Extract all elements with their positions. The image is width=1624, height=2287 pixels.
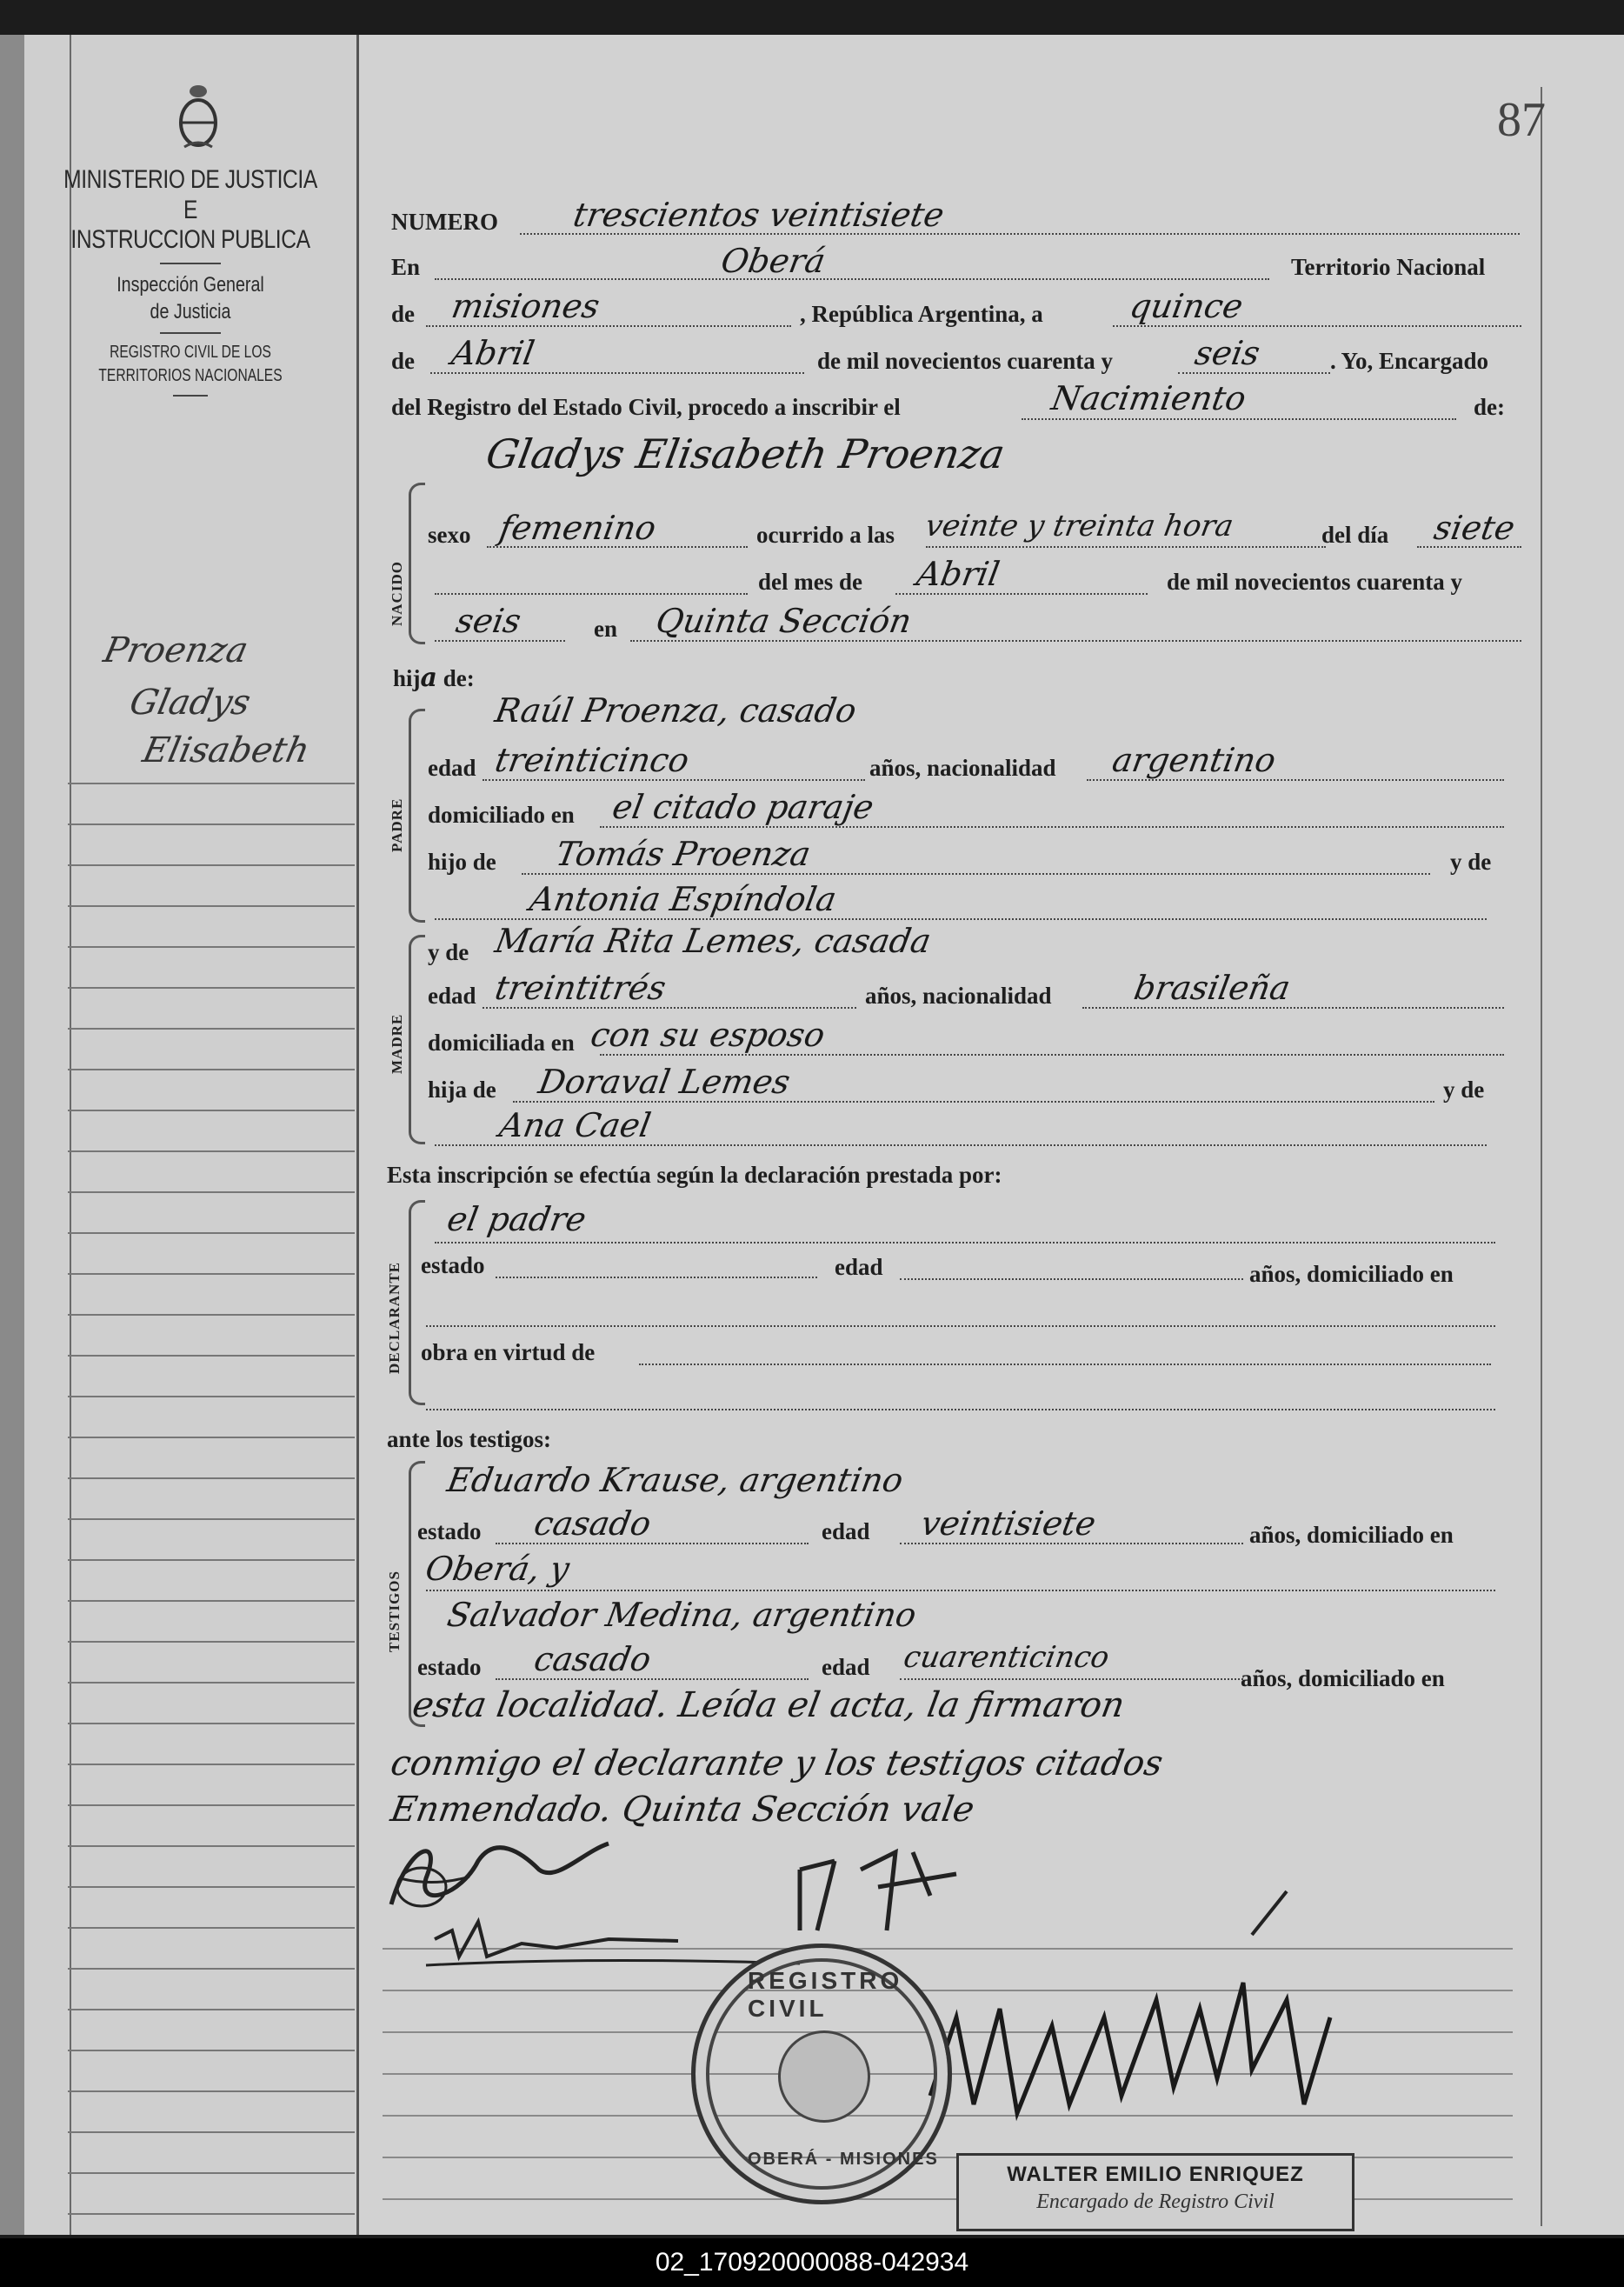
padre-dom-fill xyxy=(600,826,1504,828)
dia-nac-value: siete xyxy=(1431,509,1518,547)
t2-estado: casado xyxy=(531,1640,655,1678)
padre-section-label: PADRE xyxy=(389,797,405,852)
madre-dom-label: domiciliada en xyxy=(428,1030,575,1056)
madre-edad-label: edad xyxy=(428,983,476,1009)
en-value: Oberá xyxy=(718,242,829,280)
padre-dom-label: domiciliado en xyxy=(428,802,575,828)
margin-rule-line xyxy=(68,1232,355,1234)
territorio-label: Territorio Nacional xyxy=(1291,254,1486,280)
margin-rule-line xyxy=(68,2090,355,2092)
declarante-dom-fill xyxy=(426,1325,1495,1327)
margin-rule-line xyxy=(68,1477,355,1479)
madre-madre: Ana Cael xyxy=(496,1106,654,1144)
t1-dom-fill xyxy=(426,1590,1495,1591)
testigo2-nombre: Salvador Medina, argentino xyxy=(444,1596,920,1634)
t1-dom: Oberá, y xyxy=(423,1550,573,1588)
margin-rule-line xyxy=(68,1518,355,1520)
declarante-estado-fill xyxy=(496,1277,817,1278)
officer-name: WALTER EMILIO ENRIQUEZ xyxy=(1007,2163,1304,2186)
madre-nac: brasileña xyxy=(1131,969,1294,1007)
margin-rule-line xyxy=(68,1396,355,1397)
margin-rule-line xyxy=(68,864,355,866)
testigo1-nombre: Eduardo Krause, argentino xyxy=(444,1461,907,1499)
obra-label: obra en virtud de xyxy=(421,1339,596,1365)
anio-value: seis xyxy=(1192,334,1263,372)
margin-rule-line xyxy=(68,1355,355,1357)
signature-mark xyxy=(1243,1887,1295,1939)
margin-rule-line xyxy=(68,1764,355,1765)
book-spine xyxy=(0,35,24,2235)
madre-yde-label: y de xyxy=(428,939,469,965)
dia-value: quince xyxy=(1127,287,1247,325)
right-margin-rule xyxy=(1541,87,1542,2226)
territorio-value: misiones xyxy=(449,287,603,325)
de2-label: de xyxy=(391,348,415,374)
cierre-line2: Enmendado. Quinta Sección vale xyxy=(387,1790,978,1830)
officer-seal xyxy=(956,2153,1354,2231)
milnov-label: de mil novecientos cuarenta y xyxy=(1167,569,1462,595)
register-page xyxy=(0,35,1624,2235)
madre-dom-fill xyxy=(600,1054,1504,1056)
padre-anios-label: años, nacionalidad xyxy=(869,755,1056,781)
margin-rule-line xyxy=(68,2172,355,2174)
coat-of-arms-icon xyxy=(174,83,223,152)
margin-firstname: Gladys xyxy=(126,683,255,723)
hijo-de: de: xyxy=(436,665,475,691)
t1-estado-fill xyxy=(496,1543,809,1544)
margin-rule-line xyxy=(68,1437,355,1438)
padre-madre: Antonia Espíndola xyxy=(527,880,840,918)
madre-padre-fill xyxy=(513,1101,1434,1103)
padre-nac: argentino xyxy=(1109,741,1279,779)
t2-dom: esta localidad. Leída el acta, la firmaron xyxy=(409,1685,1128,1725)
header-line6: REGISTRO CIVIL DE LOS xyxy=(110,342,271,362)
testigos-section-label: TESTIGOS xyxy=(386,1570,403,1652)
nombre-value: Gladys Elisabeth Proenza xyxy=(483,430,1008,477)
header-divider xyxy=(160,263,221,264)
madre-hijade-label: hija de xyxy=(428,1077,496,1103)
t1-anios-label: años, domiciliado en xyxy=(1249,1522,1454,1548)
t2-edad-fill xyxy=(900,1678,1243,1680)
padre-edad-label: edad xyxy=(428,755,476,781)
header-line1: MINISTERIO DE JUSTICIA xyxy=(63,165,317,194)
cierre-line1: conmigo el declarante y los testigos citados xyxy=(387,1744,1166,1784)
de-label: de xyxy=(391,301,415,327)
declarante-estado-label: estado xyxy=(421,1252,485,1278)
de3-label: de: xyxy=(1474,394,1505,420)
t2-estado-fill xyxy=(496,1678,809,1680)
page-number: 87 xyxy=(1497,93,1546,147)
signature-testigo2 xyxy=(782,1835,1026,1948)
header-line4: Inspección General xyxy=(116,272,264,297)
madre-padre: Doraval Lemes xyxy=(536,1063,794,1101)
madre-yde2-label: y de xyxy=(1443,1077,1485,1103)
declarante-section-label: DECLARANTE xyxy=(386,1261,403,1374)
t1-estado: casado xyxy=(531,1504,655,1543)
officer-role: Encargado de Registro Civil xyxy=(1036,2190,1275,2213)
obra-fill xyxy=(639,1364,1491,1365)
t2-anios-label: años, domiciliado en xyxy=(1241,1665,1445,1691)
en-fill xyxy=(435,278,1269,280)
en-label: En xyxy=(391,254,421,280)
padre-padre-fill xyxy=(522,873,1430,875)
margin-rule-line xyxy=(68,2009,355,2010)
madre-edad: treintitrés xyxy=(492,969,669,1007)
margin-rule-line xyxy=(68,1927,355,1929)
stamp-bottom-text: OBERÁ - MISIONES xyxy=(748,2150,939,2169)
anio-nac-value: seis xyxy=(453,602,524,640)
delmes-label: del mes de xyxy=(758,569,862,595)
margin-rule-line xyxy=(68,1028,355,1030)
acto-fill xyxy=(1022,418,1456,420)
mes-nac-fill xyxy=(895,593,1148,595)
madre-edad-fill xyxy=(483,1007,856,1009)
margin-rule-line xyxy=(68,1968,355,1970)
header-divider xyxy=(160,332,221,334)
margin-middlename: Elisabeth xyxy=(139,730,314,770)
republica-label: , República Argentina, a xyxy=(800,301,1043,327)
margin-rule-line xyxy=(68,783,355,784)
margin-rule-line xyxy=(68,1641,355,1643)
declarante-brace xyxy=(409,1200,425,1405)
madre-nac-fill xyxy=(1082,1007,1504,1009)
declaracion-label: Esta inscripción se efectúa según la declaración prestada por: xyxy=(387,1162,1002,1188)
header-line2: E xyxy=(183,195,197,224)
margin-rule-line xyxy=(68,1069,355,1070)
stamp-top-text: REGISTRO CIVIL xyxy=(748,1967,903,2022)
t2-estado-label: estado xyxy=(417,1654,482,1680)
anio-fill xyxy=(1178,372,1330,374)
padre-dom: el citado paraje xyxy=(609,788,877,826)
testigos-label: ante los testigos: xyxy=(387,1426,551,1452)
ocurrido-label: ocurrido a las xyxy=(756,522,895,548)
margin-rule-line xyxy=(68,1600,355,1602)
header-line5: de Justicia xyxy=(150,299,231,323)
padre-nombre: Raúl Proenza, casado xyxy=(492,691,860,730)
ministry-header xyxy=(24,165,356,403)
anio-nac-fill xyxy=(435,640,565,642)
margin-rule-line xyxy=(68,1150,355,1152)
nacido-section-label: NACIDO xyxy=(389,561,405,626)
sexo-value: femenino xyxy=(496,509,659,547)
margin-rule-line xyxy=(68,1723,355,1724)
lugar-value: Quinta Sección xyxy=(653,602,915,640)
margin-surname: Proenza xyxy=(100,630,252,670)
acto-value: Nacimiento xyxy=(1048,379,1249,417)
margin-rule-line xyxy=(68,1191,355,1193)
declarante-fill xyxy=(435,1242,1495,1244)
signature-encargado xyxy=(922,1965,1356,2139)
padre-padre: Tomás Proenza xyxy=(553,835,814,873)
header-divider xyxy=(173,395,208,397)
obra-fill-2 xyxy=(426,1409,1495,1410)
margin-rule-line xyxy=(68,2050,355,2051)
mes-value: Abril xyxy=(449,334,538,372)
margin-rule-line xyxy=(68,1804,355,1806)
t2-edad-label: edad xyxy=(822,1654,870,1680)
margin-rule-line xyxy=(68,2213,355,2215)
image-caption: 02_170920000088-042934 xyxy=(0,2238,1624,2287)
margin-rule-line xyxy=(68,823,355,825)
numero-value: trescientos veintisiete xyxy=(570,196,948,234)
hora-value: veinte y treinta hora xyxy=(922,509,1236,543)
registro-civil-stamp xyxy=(691,1944,952,2204)
padre-madre-fill xyxy=(435,918,1487,920)
hora-fill xyxy=(926,546,1326,548)
madre-brace xyxy=(409,935,425,1144)
margin-rule-line xyxy=(68,946,355,948)
margin-rule-line xyxy=(68,1559,355,1561)
t1-estado-label: estado xyxy=(417,1518,482,1544)
margin-rule-line xyxy=(68,2131,355,2133)
deldia-label: del día xyxy=(1321,522,1389,548)
hijo-prefix: hij xyxy=(393,665,421,691)
hijo-suffix: a xyxy=(420,663,437,693)
registro-label: del Registro del Estado Civil, procedo a inscribir el xyxy=(391,394,901,420)
mes-nac-value: Abril xyxy=(914,555,1003,593)
declarante-edad-fill xyxy=(900,1278,1243,1280)
hijo-label xyxy=(393,663,475,693)
padre-nac-fill xyxy=(1087,779,1504,781)
sexo-label: sexo xyxy=(428,522,471,548)
t2-edad: cuarenticinco xyxy=(901,1640,1112,1675)
margin-rule-line xyxy=(68,1314,355,1316)
mil-label: de mil novecientos cuarenta y xyxy=(817,348,1113,374)
t1-edad-fill xyxy=(900,1543,1243,1544)
madre-anios-label: años, nacionalidad xyxy=(865,983,1052,1009)
margin-rule-line xyxy=(68,1682,355,1684)
nacido-brace xyxy=(409,483,425,644)
margin-rule-line xyxy=(68,1110,355,1111)
padre-brace xyxy=(409,709,425,923)
dia-fill xyxy=(1113,325,1521,327)
margin-rule-line xyxy=(68,1845,355,1847)
padre-yde-label: y de xyxy=(1450,849,1492,875)
territorio-fill xyxy=(426,325,791,327)
margin-rule-line xyxy=(68,905,355,907)
mes-fill xyxy=(430,372,804,374)
declarante-anios-label: años, domiciliado en xyxy=(1249,1261,1454,1287)
margin-rule-line xyxy=(68,987,355,989)
en2-label: en xyxy=(594,616,617,642)
stamp-emblem-icon xyxy=(778,2030,870,2123)
margin-rule-line xyxy=(68,1273,355,1275)
header-line7: TERRITORIOS NACIONALES xyxy=(98,365,283,385)
yo-label: . Yo, Encargado xyxy=(1330,348,1489,374)
padre-edad-fill xyxy=(483,779,865,781)
madre-dom: con su esposo xyxy=(588,1016,829,1054)
declarante-value: el padre xyxy=(444,1200,589,1238)
madre-section-label: MADRE xyxy=(389,1013,405,1074)
delmes-fill-left xyxy=(435,593,748,595)
declarante-edad-label: edad xyxy=(835,1254,883,1280)
header-line3: INSTRUCCION PUBLICA xyxy=(70,225,310,254)
madre-nombre: María Rita Lemes, casada xyxy=(492,922,935,960)
numero-label: NUMERO xyxy=(391,209,498,235)
t1-edad: veintisiete xyxy=(918,1504,1099,1543)
t1-edad-label: edad xyxy=(822,1518,870,1544)
margin-rule-line xyxy=(68,1886,355,1888)
lugar-fill xyxy=(630,640,1521,642)
madre-madre-fill xyxy=(435,1144,1487,1146)
padre-hijode-label: hijo de xyxy=(428,849,496,875)
padre-edad: treinticinco xyxy=(492,741,692,779)
